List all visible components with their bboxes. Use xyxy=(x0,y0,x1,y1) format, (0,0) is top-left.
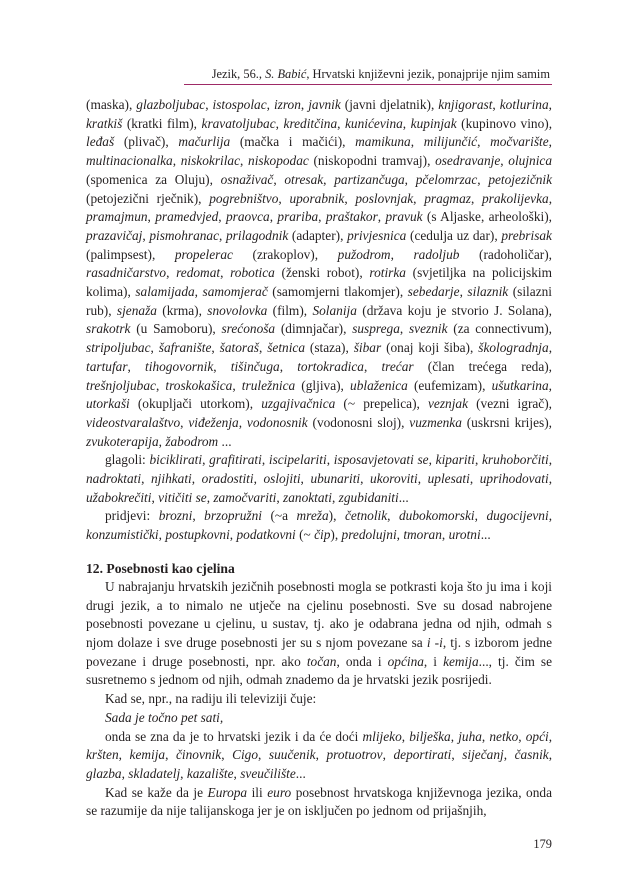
example-sentence: Sada je točno pet sati, xyxy=(105,709,224,725)
word-list-adjectives: pridjevi: brozni, brzopružni (~a mreža), četnolik, dubokomorski, dugocijevni, konzumistički, postupkovni, podatkovni (~ čip), predolujni, tmoran, urotni... xyxy=(86,508,553,543)
section-paragraph: onda se zna da je to hrvatski jezik i da će doći mlijeko, bilješka, juha, netko, opći, kršten, kemija, činovnik, Cigo, suučenik, protuotrov, deportirati, siječanj, časnik, glazba, skladatelj, kazalište, sveučilište... xyxy=(86,728,553,781)
section-paragraph: Kad se kaže da je Europa ili euro posebnost hrvatskoga književnoga jezika, onda se razumije da nije talijanskoga jer je on isključen po jednom od prijašnjih, xyxy=(86,784,552,819)
header-rule xyxy=(184,84,552,85)
word-list-verbs: glagoli: biciklirati, grafitirati, iscipelariti, isposavjetovati se, kipariti, kruhoborčiti, nadroktati, njihkati, oradostiti, oslojiti, ubunariti, ukoroviti, uplesati, uprihodovati, užabokrečiti, vitičiti se, zamočvariti, zanoktati, zgubidaniti... xyxy=(86,452,553,505)
section-paragraph: Kad se, npr., na radiju ili televiziji čuje: xyxy=(105,691,317,707)
page-number: 179 xyxy=(533,837,552,851)
page-body xyxy=(86,96,552,821)
word-list-nouns: (maska), glazboljubac, istospolac, izron, javnik (javni djelatnik), knjigorast, kotlurina, kratkiš (kratki film), kravatoljubac, kreditčina, kunićevina, kupinjak (kupinovo vino), leđaš (plivač), mačurlija (mačka i mačići), mamikuna, milijunčić, močvarište, multinacionalka, niskokrilac, niskopodac (niskopodni tramvaj), osedravanje, olujnica (spomenica za Oluju), osnaživač, otresak, partizančuga, pčelomrzac, petojezičnik (petojezični rječnik), pogrebništvo, uporabnik, poslovnjak, pragmaz, prakolijevka, pramajmun, pramedvjed, praovca, prariba, praštakor, pravuk (s Aljaske, arheološki), prazavičaj, pismohranac, prilagodnik (adapter), privjesnica (cedulja uz dar), prebrisak (palimpsest), propelerac (zrakoplov), pužodrom, radoljub (radoholičar), rasadničarstvo, redomat, robotica (ženski robot), rotirka (svjetiljka na policijskim kolima), salamijada, samomjerač (samomjerni tlakomjer), sebedarje, silaznik (silazni rub), sjenaža (krma), snovolovka (film), Solanija (država koju je stvorio J. Solana), srakotrk (u Samoboru), srećonoša (dimnjačar), susprega, sveznik (za connectivum), stripoljubac, šafranište, šatoraš, šetnica (staza), šibar (onaj koji šiba), škologradnja, tartufar, tihogovornik, tišinčuga, tortokradica, trećar (član trećega reda), trešnjoljubac, troskokašica, truležnica (gljiva), ublaženica (eufemizam), ušutkarina, utorkaši (okupljači utorkom), uzgajivačnica (~ prepelica), veznjak (vezni igrač), videostvaralaštvo, viđeženja, vodonosnik (vodonosni sloj), vuzmenka (uskrsni krijes), zvukoterapija, žabodrom ... xyxy=(86,97,553,449)
section-gap xyxy=(86,545,552,559)
running-header: Jezik, 56., S. Babić, Hrvatski književni jezik, ponajprije njim samim xyxy=(211,67,550,81)
section-heading: 12. Posebnosti kao cjelina xyxy=(86,560,235,576)
section-paragraph: U nabrajanju hrvatskih jezičnih posebnosti mogla se potkrasti koja što ju ima i koji drugi jezik, a to nimalo ne utječe na cjelinu posebnosti. Sve su dosad nabrojene posebnosti povezane u cjelinu, u sustav, tj. ako je odabrana jedna od njih, odmah s njom dolaze i sve druge posebnosti jer su s njom povezane sa i -i, tj. s izborom jedne povezane i druge posebnosti, npr. ako točan, onda i općina, i kemija..., tj. čim se susretnemo s jednom od njih, odmah znademo da je hrvatski jezik posrijedi. xyxy=(86,578,552,688)
